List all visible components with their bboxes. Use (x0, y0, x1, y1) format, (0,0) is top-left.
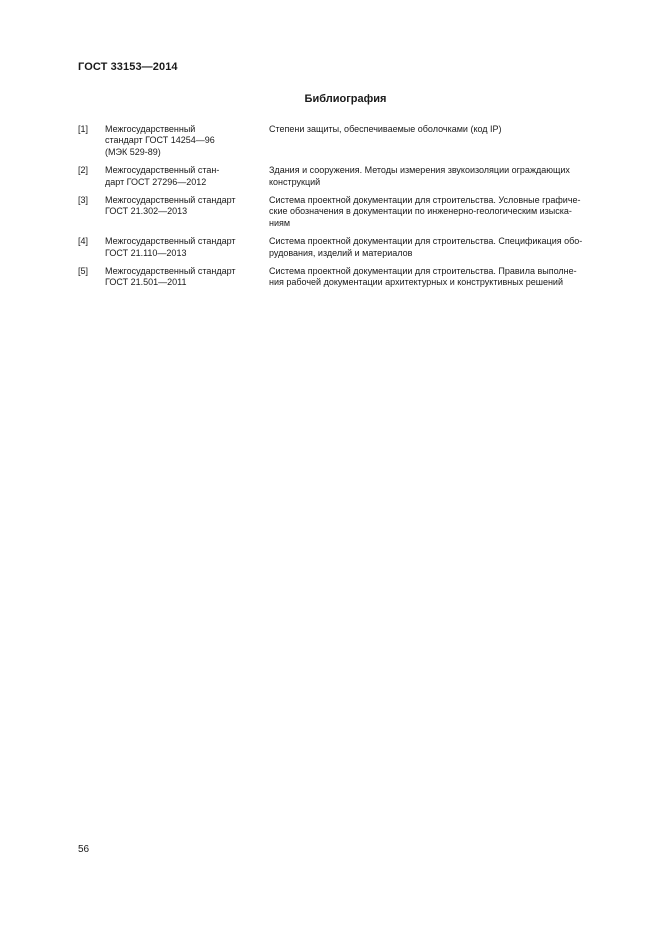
bibliography-entry (78, 266, 616, 289)
entry-number: [3] (78, 195, 89, 206)
entry-number: [2] (78, 165, 89, 176)
entry-description: Степени защиты, обеспечиваемые оболочками (код IP) (269, 124, 502, 134)
document-code: ГОСТ 33153—2014 (78, 61, 178, 73)
entry-source: Межгосударственный стандарт ГОСТ 21.501—2011 (105, 266, 236, 288)
bibliography-list (78, 124, 616, 296)
entry-source: Межгосударственный стандарт ГОСТ 14254—96 (МЭК 529-89) (105, 124, 215, 157)
entry-source: Межгосударственный стандарт ГОСТ 21.302—2013 (105, 195, 236, 217)
entry-description: Система проектной документации для строительства. Правила выполне- ния рабочей документации архитектурных и конструктивных решений (269, 266, 577, 288)
entry-number: [1] (78, 124, 89, 134)
entry-number: [5] (78, 266, 89, 277)
bibliography-entry (78, 124, 616, 158)
entry-source: Межгосударственный стан- дарт ГОСТ 27296—2012 (105, 165, 220, 187)
entry-number: [4] (78, 236, 89, 247)
entry-description: Система проектной документации для строительства. Условные графиче- ские обозначения в документации по инженерно-геологическим изыска- ниям (269, 195, 581, 228)
entry-description: Система проектной документации для строительства. Спецификация обо- рудования, изделий и материалов (269, 236, 583, 258)
entry-source: Межгосударственный стандарт ГОСТ 21.110—2013 (105, 236, 236, 258)
bibliography-title: Библиография (304, 93, 387, 105)
bibliography-entry (78, 236, 616, 259)
page-number: 56 (78, 844, 90, 855)
entry-description: Здания и сооружения. Методы измерения звукоизоляции ограждающих конструкций (269, 165, 570, 187)
bibliography-entry (78, 165, 616, 188)
bibliography-entry (78, 195, 616, 229)
